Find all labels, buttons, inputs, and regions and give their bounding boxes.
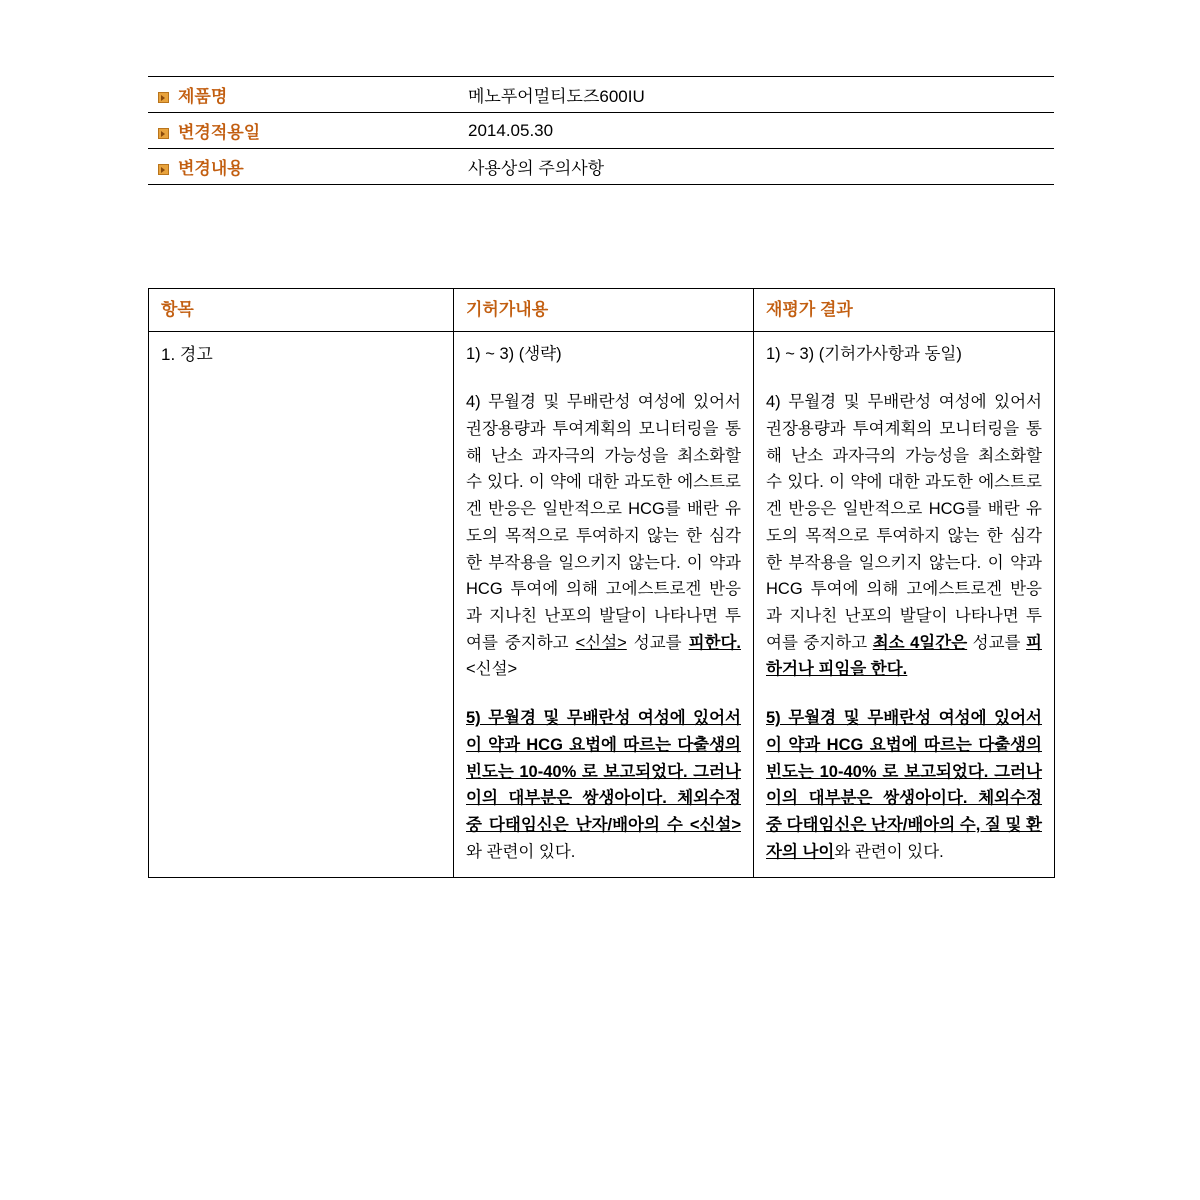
column-header-existing: 기허가내용 [454, 289, 754, 332]
reevaluation-p5-text: 5) 무월경 및 무배란성 여성에 있어서 이 약과 HCG 요법에 따르는 다출생의 빈도는 10-40% 로 보고되었다. 그러나 이의 대부분은 쌍생아이다. 체외수정 중 다태임신은 난자/배아의 수, 질 및 환자의 나이 [766, 709, 1042, 861]
table-row [148, 149, 1054, 185]
reevaluation-p4-emphasis-2: 피하거나 피임을 한다. [766, 633, 1042, 679]
bullet-square-icon [158, 92, 169, 103]
reevaluation-paragraph-4 [766, 389, 1042, 683]
cell-item [149, 331, 454, 878]
existing-p5-tail: 와 관련이 있다. [466, 842, 576, 861]
item-label-warning: 1. 경고 [161, 344, 213, 364]
reevaluation-paragraph-1: 1) ~ 3) (기허가사항과 동일) [766, 344, 962, 363]
reevaluation-content-body [766, 341, 1042, 866]
table-row [149, 331, 1055, 878]
reevaluation-p4-emphasis-1: 최소 4일간은 [872, 633, 968, 652]
comparison-table [148, 288, 1055, 878]
table-header-row [149, 289, 1055, 332]
reevaluation-p4-text: 4) 무월경 및 무배란성 여성에 있어서 권장용량과 투여계획의 모니터링을 통해 난소 과자극의 가능성을 최소화할 수 있다. 이 약에 대한 과도한 에스트로겐 반응은 일반적으로 HCG를 배란 유도의 목적으로 투여하지 않는 한 심각한 부작용을 일으키지 않는다. 이 약과 HCG 투여에 의해 고에스트로겐 반응과 지나친 난포의 발달이 나타나면 투여를 중지하고 [766, 393, 1042, 652]
info-label-cell [148, 149, 458, 185]
info-label-cell [148, 77, 458, 113]
info-value-effective-date: 2014.05.30 [458, 113, 1054, 149]
table-row [148, 77, 1054, 113]
cell-existing-content [454, 331, 754, 878]
info-value-product-name: 메노푸어멀티도즈600IU [458, 77, 1054, 113]
info-label-effective-date: 변경적용일 [178, 123, 261, 142]
existing-p4-mid: 성교를 [626, 633, 689, 652]
reevaluation-paragraph-5 [766, 705, 1042, 865]
table-row [148, 113, 1054, 149]
info-label-change-content: 변경내용 [178, 159, 244, 178]
bullet-square-icon [158, 164, 169, 175]
info-label-product-name: 제품명 [178, 87, 228, 106]
existing-paragraph-1: 1) ~ 3) (생략) [466, 344, 562, 363]
existing-paragraph-4 [466, 389, 741, 683]
info-value-change-content: 사용상의 주의사항 [458, 149, 1054, 185]
column-header-reevaluation: 재평가 결과 [754, 289, 1055, 332]
existing-paragraph-5 [466, 705, 741, 865]
reevaluation-p4-mid: 성교를 [967, 633, 1027, 652]
reevaluation-p5-tail: 와 관련이 있다. [834, 842, 944, 861]
existing-p5-text: 5) 무월경 및 무배란성 여성에 있어서 이 약과 HCG 요법에 따르는 다출생의 빈도는 10-40% 로 보고되었다. 그러나 이의 대부분은 쌍생아이다. 체외수정 중 다태임신은 난자/배아의 수 <신설> [466, 709, 741, 835]
bullet-square-icon [158, 128, 169, 139]
existing-p4-emphasis: 피한다. [688, 633, 741, 652]
column-header-item: 항목 [149, 289, 454, 332]
existing-p4-insert-marker: <신설> [575, 633, 627, 652]
existing-content-body [466, 341, 741, 866]
existing-p4-tail: <신설> [466, 660, 518, 679]
cell-reevaluation-content [754, 331, 1055, 878]
existing-p4-text: 4) 무월경 및 무배란성 여성에 있어서 권장용량과 투여계획의 모니터링을 통해 난소 과자극의 가능성을 최소화할 수 있다. 이 약에 대한 과도한 에스트로겐 반응은 일반적으로 HCG를 배란 유도의 목적으로 투여하지 않는 한 심각한 부작용을 일으키지 않는다. 이 약과 HCG 투여에 의해 고에스트로겐 반응과 지나친 난포의 발달이 나타나면 투여를 중지하고 [466, 393, 741, 652]
info-label-cell [148, 113, 458, 149]
product-info-table [148, 76, 1054, 185]
